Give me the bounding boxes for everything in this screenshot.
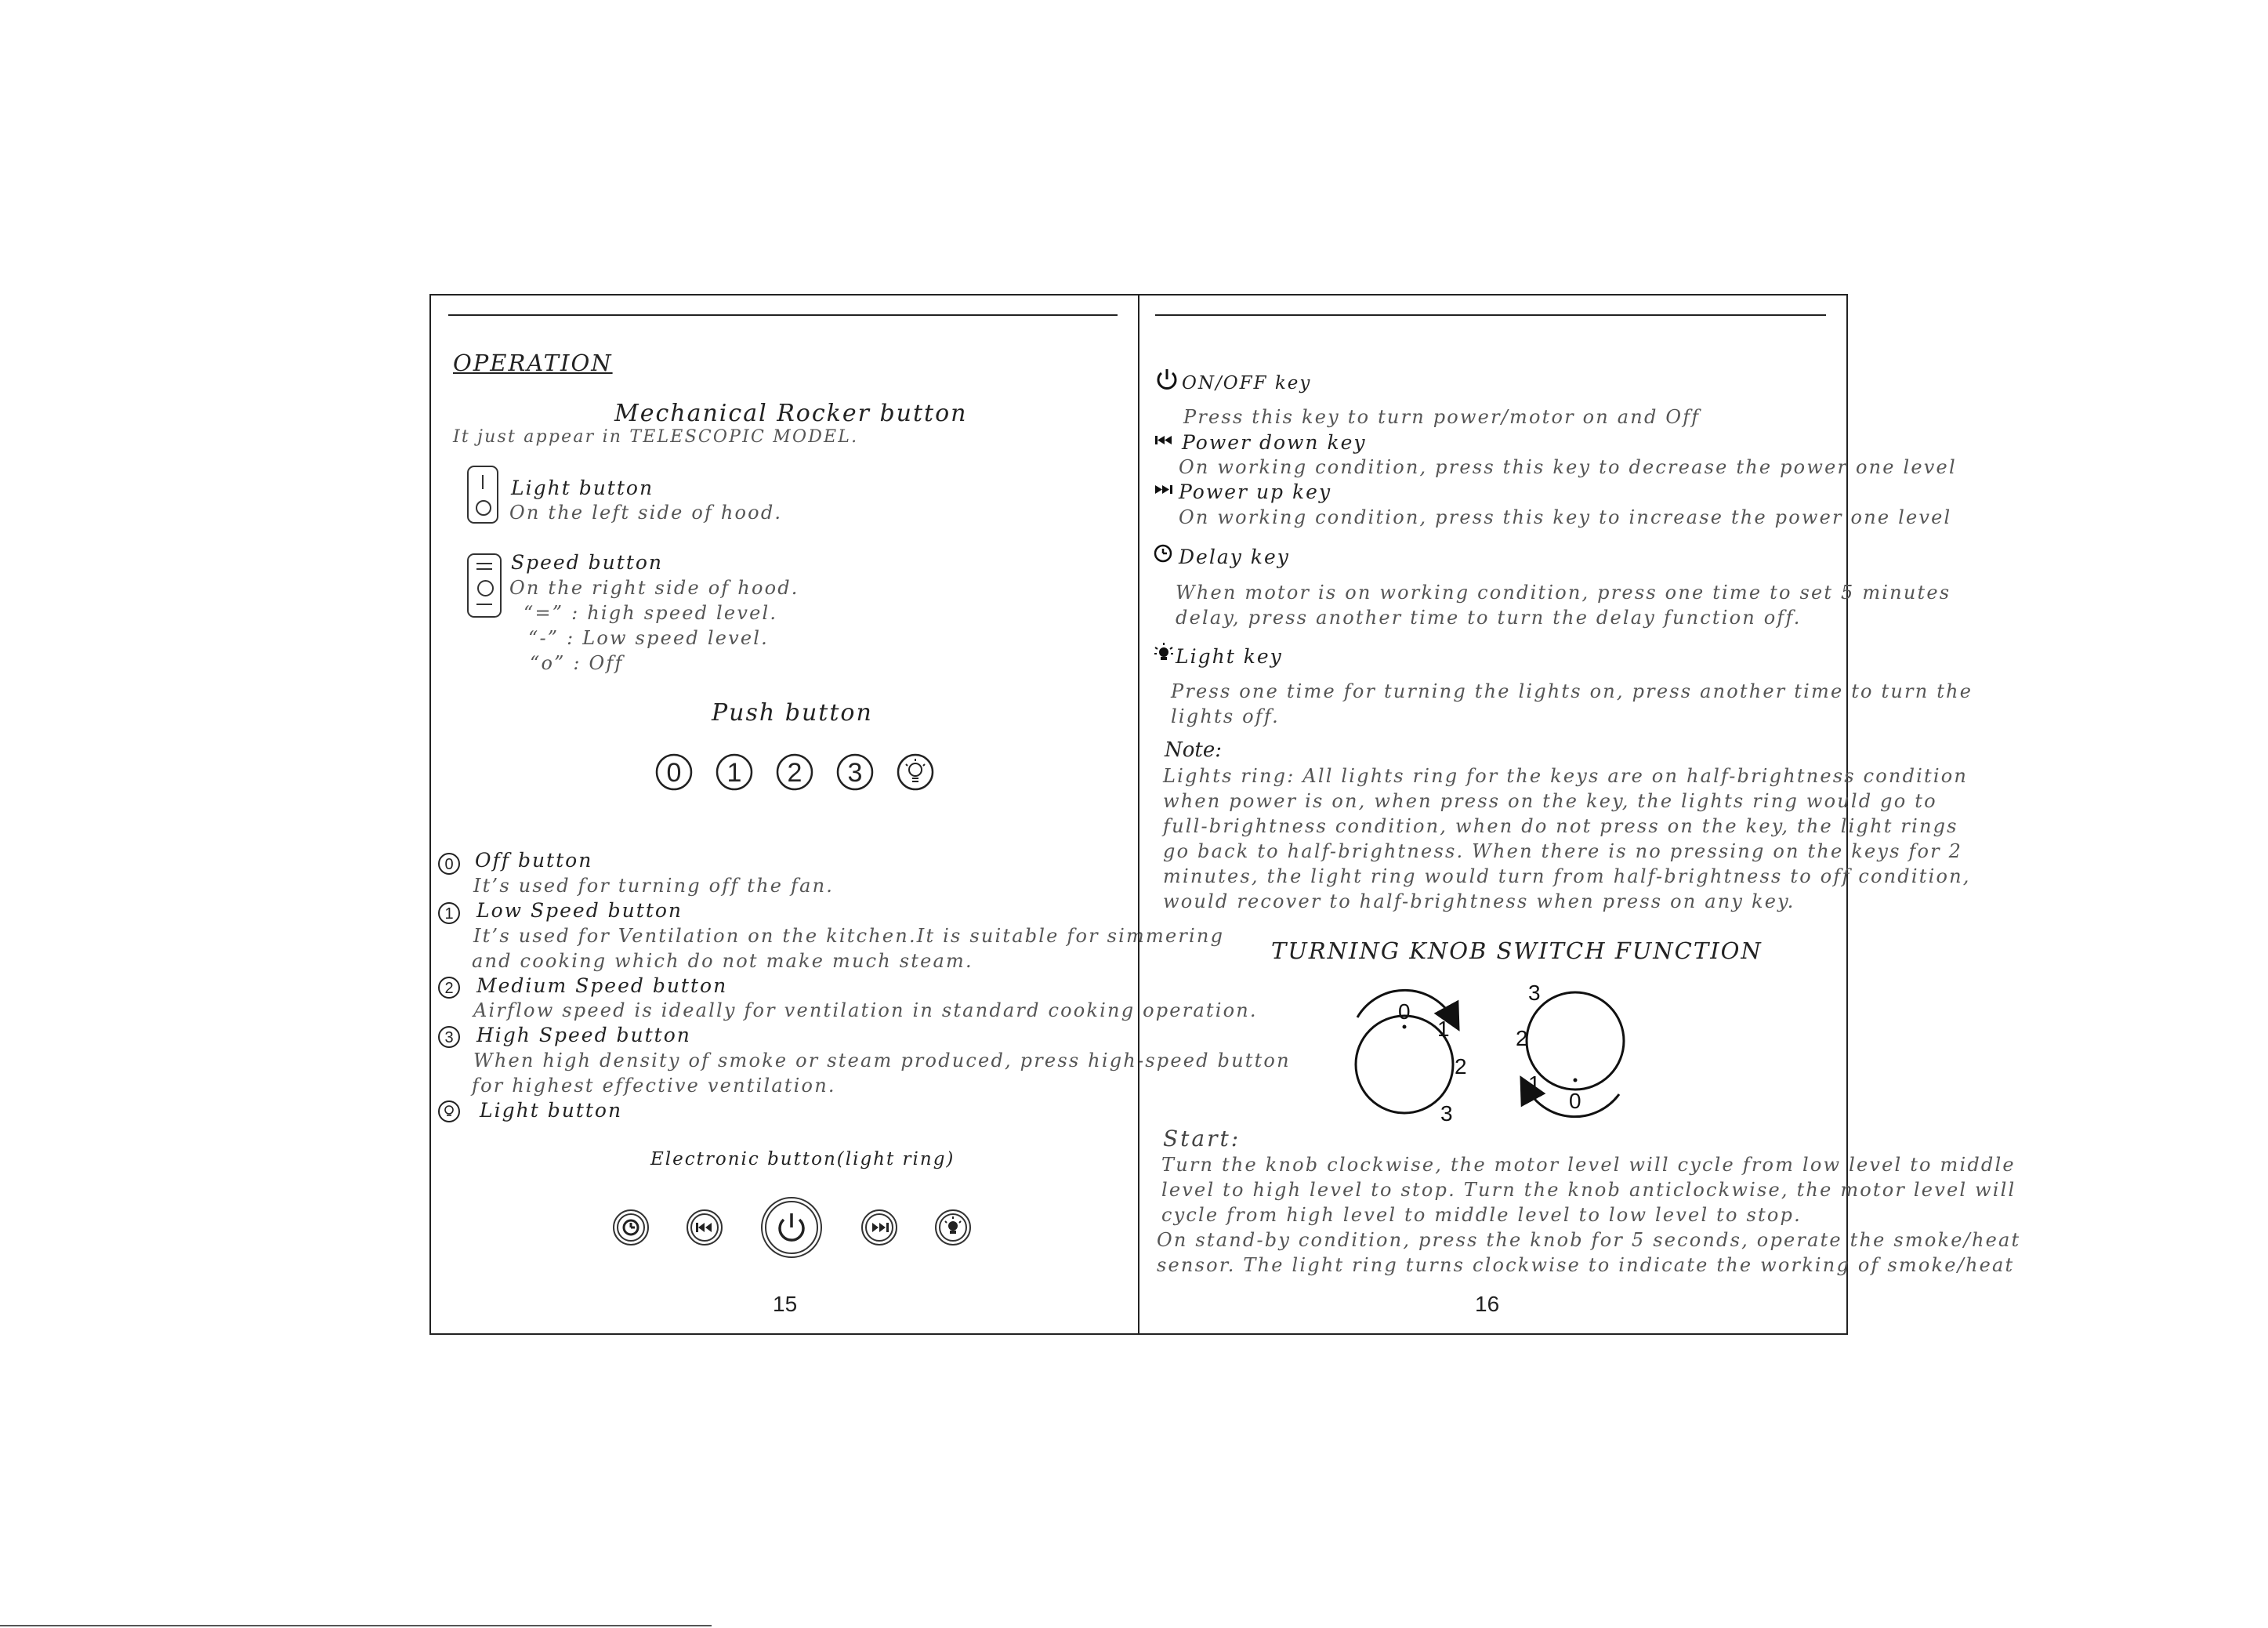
- off-button-title: Off button: [475, 849, 593, 872]
- note-line-3: full-brightness condition, when do not press on the key, the light rings: [1163, 815, 1958, 837]
- medium-speed-title: Medium Speed button: [476, 974, 728, 997]
- power-up-key-desc: On working condition, press this key to increase the power one level: [1179, 506, 1952, 528]
- off-button-desc: It’s used for turning off the fan.: [473, 875, 835, 897]
- light-rocker-icon: [467, 466, 498, 524]
- rocker-title: Mechanical Rocker button: [614, 400, 968, 427]
- bulb-icon: [906, 759, 925, 781]
- high-speed-desc-2: for highest effective ventilation.: [472, 1075, 836, 1097]
- knob-right-label-3: 3: [1528, 981, 1541, 1005]
- push-button-3: 3: [847, 758, 863, 788]
- page-number-right: 16: [1475, 1292, 1500, 1316]
- start-line-1: Turn the knob clockwise, the motor level will cycle from low level to middle: [1161, 1154, 2016, 1176]
- speed-level-low: “-” : Low speed level.: [528, 627, 769, 649]
- power-down-key-icon: [696, 1223, 712, 1232]
- delay-key-icon: [624, 1220, 638, 1235]
- power-down-key-desc: On working condition, press this key to decrease the power one level: [1179, 456, 1957, 478]
- speed-rocker-icon: [467, 553, 502, 618]
- knob-right-label-1: 1: [1528, 1071, 1541, 1096]
- knob-diagram: [1332, 972, 1646, 1129]
- low-speed-title: Low Speed button: [476, 899, 683, 922]
- bottom-edge-rule: [0, 1625, 712, 1626]
- start-title: Start:: [1163, 1126, 1241, 1151]
- badge-3-label: 3: [444, 1029, 454, 1046]
- medium-speed-desc: Airflow speed is ideally for ventilation in standard cooking operation.: [473, 999, 1258, 1021]
- power-down-key-title: Power down key: [1182, 431, 1367, 454]
- power-icon: [1154, 365, 1180, 392]
- power-up-icon: [1154, 483, 1177, 497]
- light-icon: [1152, 641, 1176, 665]
- knob-title: TURNING KNOB SWITCH FUNCTION: [1271, 937, 1763, 964]
- page-number-left: 15: [773, 1292, 798, 1316]
- power-up-key-title: Power up key: [1179, 480, 1332, 503]
- note-line-1: Lights ring: All lights ring for the keys are on half-brightness condition: [1163, 765, 1969, 787]
- onoff-key-desc: Press this key to turn power/motor on and Off: [1183, 406, 1701, 428]
- light-bulb-badge-icon: [436, 1098, 462, 1125]
- badge-2-icon: [436, 974, 462, 1001]
- badge-0-icon: [436, 850, 462, 877]
- rocker-note: It just appear in TELESCOPIC MODEL.: [453, 427, 859, 447]
- knob-left-label-2: 2: [1455, 1054, 1467, 1079]
- delay-key-desc-1: When motor is on working condition, press one time to set 5 minutes: [1176, 582, 1951, 604]
- page-left: [429, 294, 1139, 1335]
- badge-3-icon: [436, 1024, 462, 1050]
- delay-icon: [1152, 542, 1176, 566]
- delay-key-desc-2: delay, press another time to turn the delay function off.: [1176, 607, 1802, 629]
- note-title: Note:: [1165, 738, 1222, 762]
- light-key-title: Light key: [1176, 645, 1283, 668]
- electronic-buttons-row: [611, 1196, 972, 1259]
- start-line-5: sensor. The light ring turns clockwise to indicate the working of smoke/heat: [1157, 1254, 2015, 1276]
- badge-1-label: 1: [444, 905, 454, 923]
- knob-right-label-0: 0: [1569, 1089, 1581, 1113]
- light-button-desc: On the left side of hood.: [509, 502, 783, 524]
- start-line-4: On stand-by condition, press the knob for 5 seconds, operate the smoke/heat: [1157, 1229, 2021, 1251]
- knob-left-label-0: 0: [1398, 999, 1411, 1024]
- low-speed-desc-2: and cooking which do not make much steam.: [472, 950, 973, 972]
- low-speed-desc-1: It’s used for Ventilation on the kitchen.It is suitable for simmering: [473, 925, 1225, 947]
- note-line-4: go back to half-brightness. When there is no pressing on the keys for 2: [1163, 840, 1963, 862]
- knob-left-label-3: 3: [1440, 1101, 1453, 1126]
- high-speed-desc-1: When high density of smoke or steam produced, press high-speed button: [473, 1050, 1291, 1071]
- note-line-2: when power is on, when press on the key, the lights ring would go to: [1163, 790, 1937, 812]
- speed-button-title: Speed button: [511, 551, 664, 574]
- speed-level-high: “=” : high speed level.: [524, 602, 778, 624]
- light-button-title: Light button: [511, 477, 654, 499]
- start-line-2: level to high level to stop. Turn the knob anticlockwise, the motor level will: [1161, 1179, 2016, 1201]
- light-key-icon: [945, 1216, 961, 1234]
- light-key-desc-1: Press one time for turning the lights on, press another time to turn the: [1171, 680, 1973, 702]
- light-key-desc-2: lights off.: [1171, 705, 1280, 727]
- speed-button-desc: On the right side of hood.: [509, 577, 799, 599]
- badge-1-icon: [436, 900, 462, 926]
- power-key-icon: [780, 1213, 803, 1240]
- onoff-key-title: ON/OFF key: [1182, 373, 1312, 393]
- electronic-title: Electronic button(light ring): [650, 1149, 955, 1169]
- high-speed-title: High Speed button: [476, 1024, 691, 1046]
- badge-0-label: 0: [444, 856, 454, 873]
- push-button-1: 1: [726, 758, 742, 788]
- push-buttons-row: [650, 749, 940, 796]
- push-title: Push button: [712, 699, 873, 727]
- knob-left-label-1: 1: [1437, 1017, 1450, 1041]
- top-rule-left: [448, 314, 1118, 316]
- push-button-0: 0: [666, 758, 682, 788]
- badge-2-label: 2: [444, 980, 454, 997]
- knob-right-label-2: 2: [1516, 1026, 1528, 1050]
- note-line-5: minutes, the light ring would turn from half-brightness to off condition,: [1163, 865, 1971, 887]
- note-line-6: would recover to half-brightness when press on any key.: [1163, 890, 1795, 912]
- section-title: OPERATION: [453, 350, 613, 376]
- speed-level-off: “o” : Off: [530, 652, 624, 674]
- delay-key-title: Delay key: [1179, 546, 1290, 568]
- power-down-icon: [1154, 433, 1177, 448]
- start-line-3: cycle from high level to middle level to low level to stop.: [1161, 1204, 1802, 1226]
- power-up-key-icon: [872, 1223, 889, 1232]
- top-rule-right: [1155, 314, 1826, 316]
- light-button-item-title: Light button: [480, 1099, 623, 1122]
- push-button-2: 2: [787, 758, 802, 788]
